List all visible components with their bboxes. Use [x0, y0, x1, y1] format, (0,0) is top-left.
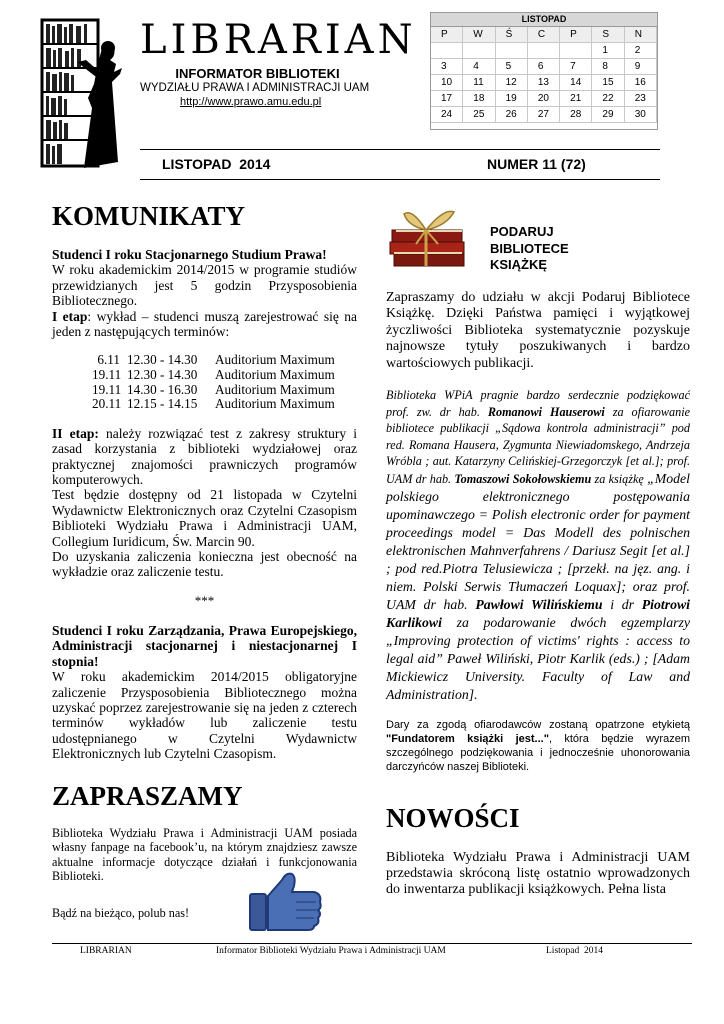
schedule-place: Auditorium Maximum	[215, 352, 335, 368]
footer-description: Informator Biblioteki Wydziału Prawa i Administracji UAM	[216, 946, 446, 956]
etap-2-label: II etap:	[52, 425, 99, 441]
calendar-day: 6	[528, 59, 560, 75]
calendar-day: 30	[625, 107, 657, 123]
right-column	[386, 290, 690, 899]
schedule-date: 6.11	[97, 352, 120, 368]
schedule-date: 19.11	[92, 381, 122, 397]
donor-thanks-2: za ofiarowanie bibliotece publikacji „Sądowa kontrola administracji” pod red. Romana Hausera, Zygmunta Niewiadomskego, Andrzeja Wróbla ; aut. Katarzyny Celińskiej-Grzegorczyk [et al.]; prof. UAM dr hab.	[386, 404, 690, 486]
podaruj-heading-line-3: KSIĄŻKĘ	[490, 257, 548, 272]
newsletter-title: LIBRARIAN	[140, 17, 417, 63]
donor-thanks-6: za podarowanie dwóch egzemplarzy „Improving protection of victims' rights : access to legal aid” Paweł Wiliński, Piotr Karlik (eds.) ; [Adam Mickiewicz University. Faculty of Law and Administration].	[386, 614, 690, 702]
facebook-like-button[interactable]	[248, 868, 324, 934]
calendar-title: LISTOPAD	[431, 13, 657, 27]
schedule-date: 20.11	[92, 396, 122, 412]
schedule-row	[92, 368, 357, 383]
calendar-day: 18	[463, 91, 495, 107]
calendar-day: 15	[592, 75, 624, 91]
calendar-day: 25	[463, 107, 495, 123]
calendar-day: 24	[431, 107, 463, 123]
calendar-day-header: Ś	[496, 27, 528, 43]
schedule-row	[92, 353, 357, 368]
faculty-website-link[interactable]: http://www.prawo.amu.edu.pl	[180, 96, 322, 108]
donor-thanks-4: „Model polskiego elektronicznego postępowania upominawczego = Polish electronic order for payment proceedings model = Das Modell des polnischen elektronischen Mahnverfahrens / Dariusz Segit [et al.] ; pod red.Piotra Telusiewicza ; [przekł. na jęz. ang. i niem. Polski Serwis Tłumaczeń Loquax]; oraz prof. UAM dr hab.	[386, 470, 690, 612]
calendar-day: 19	[496, 91, 528, 107]
calendar-day: 11	[463, 75, 495, 91]
komunikaty-heading: KOMUNIKATY	[52, 201, 245, 231]
etap-2-text: należy rozwiązać test z zakresy struktury i zasad korzystania z biblioteki wydziałowej oraz praktycznej znajomości prawniczych programów komputerowych.	[52, 425, 357, 488]
left-column	[52, 200, 357, 921]
calendar-day-header: N	[625, 27, 657, 43]
dary-text-1: Dary za zgodą ofiarodawców zostaną opatrzone etykietą	[386, 718, 690, 731]
donor-thanks-3: za książkę	[591, 471, 648, 486]
dary-label: "Fundatorem książki jest..."	[386, 732, 549, 745]
donor-thanks-1: Biblioteka WPiA pragnie bardzo serdecznie podziękować prof. zw. dr hab.	[386, 388, 690, 419]
calendar-day-header: P	[431, 27, 463, 43]
donor-sokolowski: Tomaszowi Sokołowskiemu	[454, 471, 592, 486]
calendar-day-header: C	[528, 27, 560, 43]
calendar-day	[431, 43, 463, 59]
calendar-day	[496, 43, 528, 59]
schedule-place: Auditorium Maximum	[215, 381, 335, 397]
komunikaty-section-1b	[52, 426, 357, 580]
komunikaty-section-1	[52, 247, 357, 339]
podaruj-intro: Zapraszamy do udziału w akcji Podaruj Bibliotece Książkę. Dzięki Państwa pamięci i wyjątkowej życzliwości Biblioteka systematycznie pozyskuje najnowsze tytuły poszukiwanych i bardzo wartościowych publikacji.	[386, 290, 690, 371]
donor-thanks	[386, 387, 690, 704]
section-2-title: Studenci I roku Zarządzania, Prawa Europejskiego, Administracji stacjonarnej i niestacjonarnej I stopnia!	[52, 622, 357, 669]
calendar-day: 22	[592, 91, 624, 107]
calendar-day	[463, 43, 495, 59]
calendar-day: 23	[625, 91, 657, 107]
calendar-day: 29	[592, 107, 624, 123]
calendar-day: 7	[560, 59, 592, 75]
footer-title: LIBRARIAN	[80, 946, 132, 956]
section-2-text: W roku akademickim 2014/2015 obligatoryjne zaliczenie Przysposobienia Bibliotecznego można uzyskać poprzez zarejestrowanie się na jeden z czterech terminów wykładów lub zaliczenie testu udostępnianego w Czytelni Wydawnictw Elektronicznych lub Czytelni Czasopism.	[52, 669, 357, 762]
bookshelf-librarian-icon	[40, 18, 132, 170]
librarian-logo	[40, 18, 132, 170]
calendar-day-header: S	[592, 27, 624, 43]
schedule-time: 12.30 - 14.30	[127, 352, 198, 368]
nowosci-heading: NOWOŚCI	[386, 802, 520, 833]
schedule-time: 14.30 - 16.30	[127, 381, 198, 397]
donor-hauser: Romanowi Hauserowi	[487, 404, 605, 419]
donor-karlik: Piotrowi Karlikowi	[386, 596, 690, 630]
donor-thanks-5: i dr	[602, 596, 642, 612]
calendar-day: 5	[496, 59, 528, 75]
zapraszamy-heading: ZAPRASZAMY	[52, 780, 243, 811]
calendar-grid	[431, 27, 657, 123]
nowosci-text: Biblioteka Wydziału Prawa i Administracji UAM przedstawia skróconą listę ostatnio wprowadzonych do inwentarza publikacji książkowych. Pełna lista	[386, 849, 690, 898]
dary-text-2: , która będzie wyrazem szczególnego podziękowania i jednocześnie uhonorowania darczyńców naszej Biblioteki.	[386, 732, 690, 773]
calendar-day: 17	[431, 91, 463, 107]
footer-divider	[52, 943, 692, 944]
issue-divider-bottom	[140, 179, 660, 180]
calendar-day: 8	[592, 59, 624, 75]
gift-books-icon	[386, 200, 476, 278]
etap-1-text: : wykład – studenci muszą zarejestrować się na jeden z następujących terminów:	[52, 308, 358, 340]
calendar-day-header: P	[560, 27, 592, 43]
calendar-day: 13	[528, 75, 560, 91]
schedule-place: Auditorium Maximum	[215, 367, 335, 383]
schedule-row	[92, 397, 357, 412]
section-1-text: W roku akademickim 2014/2015 w programie studiów przewidzianych jest 5 godzin Przysposobienia Bibliotecznego.	[52, 262, 357, 309]
calendar-day: 12	[496, 75, 528, 91]
calendar-day: 14	[560, 75, 592, 91]
calendar-day: 4	[463, 59, 495, 75]
komunikaty-section-2	[52, 623, 357, 762]
schedule-time: 12.15 - 14.15	[127, 396, 198, 412]
test-info: Test będzie dostępny od 21 listopada w Czytelni Wydawnictw Elektronicznych oraz Czytelni Czasopism Biblioteki Wydziału Prawa i Administracji UAM, Collegium Iuridicum, Św. Marcin 90.	[52, 487, 357, 549]
zapraszamy-text: Biblioteka Wydziału Prawa i Administracji UAM posiada własny fanpage na facebook’u, na którym znajdziesz zawsze aktualne informacje dotyczące działań i funkcjonowania Biblioteki.	[52, 825, 357, 884]
donor-wilinski: Pawłowi Wilińskiemu	[475, 596, 603, 612]
calendar-day: 21	[560, 91, 592, 107]
calendar-day	[528, 43, 560, 59]
issue-month: LISTOPAD 2014	[162, 156, 271, 172]
schedule-date: 19.11	[92, 367, 122, 383]
issue-number: NUMER 11 (72)	[487, 156, 586, 172]
podaruj-heading-line-1: PODARUJ	[490, 224, 554, 239]
newsletter-subtitle: INFORMATOR BIBLIOTEKI	[175, 66, 340, 81]
zapraszamy-cta: Bądź na bieżąco, polub nas!	[52, 905, 190, 920]
schedule-place: Auditorium Maximum	[215, 396, 335, 412]
gift-books-image	[386, 200, 476, 278]
calendar-day: 2	[625, 43, 657, 59]
calendar-day: 1	[592, 43, 624, 59]
calendar-day: 27	[528, 107, 560, 123]
calendar-day: 10	[431, 75, 463, 91]
schedule-time: 12.30 - 14.30	[127, 367, 198, 383]
donation-label-info	[386, 718, 690, 774]
thumbs-up-icon	[248, 868, 324, 934]
calendar-day: 20	[528, 91, 560, 107]
issue-divider-top	[140, 149, 660, 150]
footer-date: Listopad 2014	[546, 946, 603, 956]
faculty-name: WYDZIAŁU PRAWA I ADMINISTRACJI UAM	[140, 82, 370, 94]
calendar-day: 3	[431, 59, 463, 75]
month-calendar	[430, 12, 658, 130]
podaruj-heading-line-2: BIBLIOTECE	[490, 240, 569, 256]
etap-1-label: I etap	[52, 308, 88, 324]
calendar-day: 28	[560, 107, 592, 123]
calendar-day: 26	[496, 107, 528, 123]
section-1-title: Studenci I roku Stacjonarnego Studium Prawa!	[52, 247, 327, 262]
schedule-row	[92, 383, 357, 398]
credit-info: Do uzyskania zaliczenia konieczna jest obecność na wykładzie oraz zaliczenie testu.	[52, 549, 357, 580]
lecture-schedule	[92, 353, 357, 411]
calendar-day: 9	[625, 59, 657, 75]
calendar-day	[560, 43, 592, 59]
podaruj-heading	[490, 224, 610, 274]
section-separator: ***	[194, 592, 215, 608]
calendar-day: 16	[625, 75, 657, 91]
calendar-day-header: W	[463, 27, 495, 43]
